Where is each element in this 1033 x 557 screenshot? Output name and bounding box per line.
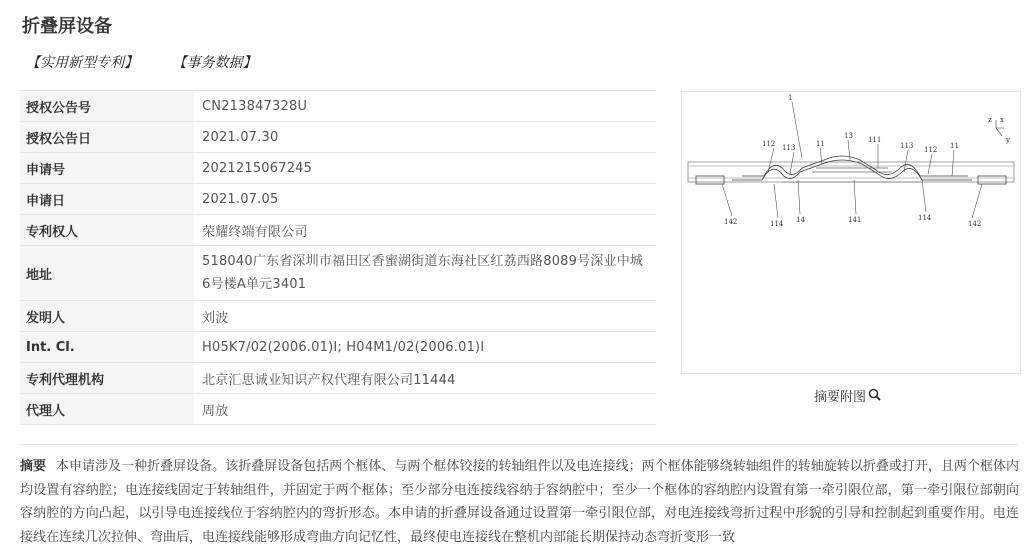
field-row: [20, 332, 656, 363]
field-label: 地址: [20, 246, 194, 301]
search-icon[interactable]: [868, 388, 881, 405]
field-label: 专利权人: [20, 215, 194, 246]
field-label: 专利代理机构: [20, 363, 194, 394]
field-row: [20, 215, 656, 246]
figure-label: 113: [900, 142, 914, 150]
tab-transaction-data[interactable]: 【事务数据】: [172, 55, 257, 71]
figure-label: 112: [762, 140, 776, 148]
divider: [20, 444, 1018, 445]
figure-label: 113: [782, 144, 796, 152]
figure-label: 11: [950, 142, 959, 150]
abstract-figure-link[interactable]: [814, 386, 881, 405]
page-title: 折叠屏设备: [22, 16, 112, 37]
tab-bar: [26, 52, 256, 72]
figure-axis-label: x: [1000, 116, 1004, 124]
field-value: 2021.07.05: [194, 184, 656, 215]
field-label: 授权公告号: [20, 91, 194, 122]
field-value: 2021215067245: [194, 153, 656, 184]
patent-figure: [682, 92, 1020, 373]
field-row: [20, 246, 656, 301]
figure-label: 114: [770, 220, 784, 228]
field-label: 发明人: [20, 301, 194, 332]
field-label: 申请号: [20, 153, 194, 184]
field-row: [20, 184, 656, 215]
figure-label: 13: [844, 132, 853, 140]
field-value: 518040广东省深圳市福田区香蜜湖街道东海社区红荔西路8089号深业中城6号楼A单元3401: [194, 246, 656, 301]
figure-label: 11: [816, 140, 825, 148]
figure-axis-label: z: [988, 116, 992, 124]
figure-label: 142: [724, 218, 738, 226]
field-value: 荣耀终端有限公司: [194, 215, 656, 246]
field-value: CN213847328U: [194, 91, 656, 122]
figure-label: 141: [848, 216, 862, 224]
patent-info-table: [20, 90, 656, 425]
field-row: [20, 91, 656, 122]
field-label: 申请日: [20, 184, 194, 215]
abstract-label: 摘要: [20, 459, 47, 474]
abstract-text: 本申请涉及一种折叠屏设备。该折叠屏设备包括两个框体、与两个框体铰接的转轴组件以及电连接线；两个框体能够绕转轴组件的转轴旋转以折叠或打开，且两个框体内均设置有容纳腔；电连接线固定于转轴组件，并固定于两个框体；至少部分电连接线容纳于容纳腔中；至少一个框体的容纳腔内设置有第一牵引限位部，第一牵引限位部朝向容纳腔的方向凸起，以引导电连接线位于容纳腔内的弯折形态。本申请的折叠屏设备通过设置第一牵引限位部，对电连接线弯折过程中形貌的引导和控制起到重要作用。电连接线在连续几次拉伸、弯曲后，电连接线能够形成弯曲方向记忆性，最终使电连接线在整机内部能长期保持动态弯折变形一致: [20, 459, 1019, 545]
field-row: [20, 122, 656, 153]
figure-label: 114: [918, 214, 932, 222]
field-value: 北京汇思诚业知识产权代理有限公司11444: [194, 363, 656, 394]
field-label: Int. Cl.: [20, 332, 194, 363]
field-label: 代理人: [20, 394, 194, 425]
tab-utility-patent[interactable]: 【实用新型专利】: [26, 55, 138, 71]
abstract-figure-label: 摘要附图: [814, 390, 867, 405]
field-value: 刘波: [194, 301, 656, 332]
abstract-section: [20, 455, 1019, 549]
field-row: [20, 153, 656, 184]
field-value: H05K7/02(2006.01)I; H04M1/02(2006.01)I: [194, 332, 656, 363]
figure-axis-label: y: [1006, 136, 1010, 144]
field-row: [20, 301, 656, 332]
figure-label: 112: [924, 146, 938, 154]
field-row: [20, 394, 656, 425]
field-label: 授权公告日: [20, 122, 194, 153]
figure-label: 111: [868, 136, 882, 144]
figure-label: 142: [968, 220, 982, 228]
field-value: 周放: [194, 394, 656, 425]
field-row: [20, 363, 656, 394]
figure-label: 14: [796, 216, 805, 224]
field-value: 2021.07.30: [194, 122, 656, 153]
abstract-drawing[interactable]: [681, 91, 1021, 374]
figure-label: 1: [788, 94, 793, 102]
